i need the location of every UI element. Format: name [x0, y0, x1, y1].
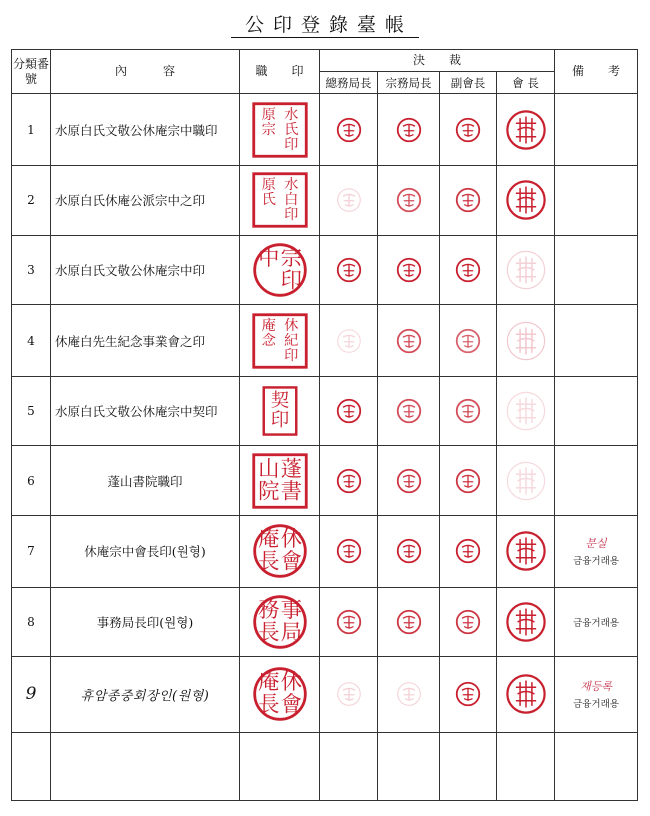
chair-approval-stamp [504, 459, 548, 503]
svg-text:印: 印 [283, 136, 298, 153]
official-seal-impression [254, 381, 306, 441]
approval-cell [320, 304, 378, 376]
official-seal-impression [250, 664, 310, 724]
table-row [12, 235, 638, 304]
header-seal: 職 印 [240, 50, 320, 94]
approval-stamp [394, 607, 424, 637]
header-approver-chair: 會 長 [497, 72, 555, 94]
seal-cell [240, 235, 320, 304]
approval-cell [320, 657, 378, 732]
seal-name: 휴암종중회장인(원형) [51, 657, 240, 732]
chair-approval-stamp [504, 248, 548, 292]
svg-text:印: 印 [283, 207, 298, 224]
approval-cell [440, 515, 497, 587]
svg-text:休: 休 [283, 317, 298, 334]
svg-text:原: 原 [261, 177, 276, 194]
empty-cell [240, 732, 320, 800]
svg-text:休: 休 [280, 670, 302, 696]
approval-cell [378, 446, 440, 515]
row-number: 5 [12, 377, 51, 446]
official-seal-impression [250, 100, 310, 160]
svg-text:院: 院 [257, 479, 279, 505]
approval-cell [497, 657, 555, 732]
svg-text:契: 契 [270, 391, 289, 413]
approval-stamp [394, 466, 424, 496]
approval-stamp [453, 679, 483, 709]
approval-stamp [453, 115, 483, 145]
remark-cell [555, 235, 638, 304]
svg-text:庵: 庵 [261, 317, 276, 334]
svg-text:事: 事 [280, 598, 302, 624]
approval-cell [378, 166, 440, 235]
svg-text:宗: 宗 [280, 245, 302, 271]
approval-stamp [394, 396, 424, 426]
svg-text:水: 水 [283, 106, 298, 123]
approval-cell [440, 446, 497, 515]
empty-cell [320, 732, 378, 800]
approval-cell [497, 304, 555, 376]
seal-name: 水原白氏休庵公派宗中之印 [51, 166, 240, 235]
svg-text:宗: 宗 [261, 121, 276, 138]
seal-registry-table [11, 49, 638, 801]
row-number: 2 [12, 166, 51, 235]
approval-cell [440, 94, 497, 166]
approval-stamp [334, 466, 364, 496]
seal-cell [240, 515, 320, 587]
svg-text:蓬: 蓬 [280, 456, 302, 482]
approval-stamp [453, 607, 483, 637]
seal-cell [240, 377, 320, 446]
approval-stamp [394, 536, 424, 566]
remark-text: 금융거래용 [573, 699, 619, 711]
svg-text:中: 中 [257, 245, 279, 271]
approval-stamp [334, 536, 364, 566]
approval-stamp [453, 185, 483, 215]
seal-cell [240, 94, 320, 166]
svg-text:原: 原 [261, 106, 276, 123]
table-row [12, 588, 638, 657]
chair-approval-stamp [504, 319, 548, 363]
svg-text:白: 白 [283, 192, 298, 209]
svg-text:書: 書 [280, 479, 302, 505]
approval-stamp [334, 255, 364, 285]
handwritten-remark: 재등록 [580, 680, 612, 694]
approval-cell [320, 515, 378, 587]
svg-text:務: 務 [257, 598, 279, 624]
remark-cell [555, 304, 638, 376]
approval-cell [378, 304, 440, 376]
chair-approval-stamp [504, 389, 548, 433]
approval-cell [320, 166, 378, 235]
seal-name: 休庵白先生紀念事業會之印 [51, 304, 240, 376]
approval-stamp [394, 326, 424, 356]
remark-cell [555, 94, 638, 166]
row-number: 9 [12, 657, 51, 732]
remark-text: 금융거래용 [573, 618, 619, 630]
header-content: 內 容 [51, 50, 240, 94]
official-seal-impression [250, 240, 310, 300]
approval-stamp [453, 326, 483, 356]
chair-approval-stamp [504, 178, 548, 222]
approval-cell [378, 588, 440, 657]
svg-text:會: 會 [280, 549, 302, 575]
empty-row [12, 732, 638, 800]
approval-stamp [334, 607, 364, 637]
official-seal-impression [250, 170, 310, 230]
approval-cell [497, 166, 555, 235]
seal-name: 事務局長印(원형) [51, 588, 240, 657]
approval-stamp [453, 536, 483, 566]
table-row [12, 657, 638, 732]
seal-name: 水原白氏文敬公休庵宗中職印 [51, 94, 240, 166]
header-category-no: 分類番號 [12, 50, 51, 94]
remark-cell [555, 446, 638, 515]
svg-text:念: 念 [261, 332, 276, 349]
approval-stamp [334, 185, 364, 215]
approval-stamp [394, 255, 424, 285]
table-row [12, 94, 638, 166]
chair-approval-stamp [504, 529, 548, 573]
handwritten-remark: 분실 [585, 537, 607, 551]
approval-cell [378, 94, 440, 166]
seal-name: 水原白氏文敬公休庵宗中印 [51, 235, 240, 304]
svg-text:水: 水 [283, 177, 298, 194]
approval-cell [497, 94, 555, 166]
chair-approval-stamp [504, 600, 548, 644]
empty-cell [497, 732, 555, 800]
svg-text:氏: 氏 [261, 192, 276, 209]
official-seal-impression [250, 451, 310, 511]
row-number: 6 [12, 446, 51, 515]
row-number: 4 [12, 304, 51, 376]
table-row [12, 446, 638, 515]
empty-cell [378, 732, 440, 800]
official-seal-impression [250, 592, 310, 652]
approval-stamp [453, 255, 483, 285]
row-number: 1 [12, 94, 51, 166]
approval-stamp [394, 679, 424, 709]
svg-text:山: 山 [257, 456, 279, 482]
approval-cell [440, 377, 497, 446]
page-title: 公印登錄臺帳 [0, 10, 650, 37]
approval-cell [497, 377, 555, 446]
table-row [12, 377, 638, 446]
row-number: 7 [12, 515, 51, 587]
row-number: 8 [12, 588, 51, 657]
table-row [12, 166, 638, 235]
approval-stamp [334, 396, 364, 426]
seal-cell [240, 657, 320, 732]
approval-cell [378, 515, 440, 587]
approval-cell [497, 235, 555, 304]
chair-approval-stamp [504, 672, 548, 716]
approval-stamp [334, 679, 364, 709]
svg-text:長: 長 [257, 549, 279, 575]
row-number: 3 [12, 235, 51, 304]
svg-text:會: 會 [280, 693, 302, 719]
svg-text:紀: 紀 [283, 332, 298, 349]
approval-cell [378, 235, 440, 304]
seal-cell [240, 588, 320, 657]
header-approver-general-affairs: 總務局長 [320, 72, 378, 94]
seal-cell [240, 304, 320, 376]
approval-stamp [394, 185, 424, 215]
approval-cell [440, 588, 497, 657]
approval-cell [378, 377, 440, 446]
approval-cell [320, 377, 378, 446]
seal-cell [240, 446, 320, 515]
remark-cell [555, 657, 638, 732]
approval-cell [378, 657, 440, 732]
svg-text:休: 休 [280, 527, 302, 553]
header-remarks: 備 考 [555, 50, 638, 94]
seal-cell [240, 166, 320, 235]
approval-stamp [453, 466, 483, 496]
official-seal-impression [250, 521, 310, 581]
svg-text:印: 印 [283, 347, 298, 364]
header-approval: 決 裁 [320, 50, 555, 72]
approval-cell [440, 235, 497, 304]
remark-cell [555, 515, 638, 587]
table-row [12, 515, 638, 587]
remark-cell [555, 377, 638, 446]
empty-cell [51, 732, 240, 800]
approval-cell [320, 588, 378, 657]
approval-cell [440, 304, 497, 376]
table-row [12, 304, 638, 376]
approval-cell [320, 446, 378, 515]
header-approver-vice-chair: 副會長 [440, 72, 497, 94]
remark-cell [555, 166, 638, 235]
svg-text:氏: 氏 [283, 121, 298, 138]
approval-stamp [334, 326, 364, 356]
official-seal-impression [250, 311, 310, 371]
header-approver-clan-affairs: 宗務局長 [378, 72, 440, 94]
empty-cell [555, 732, 638, 800]
svg-text:庵: 庵 [257, 527, 279, 553]
empty-cell [440, 732, 497, 800]
svg-text:印: 印 [270, 410, 289, 432]
approval-stamp [453, 396, 483, 426]
seal-name: 水原白氏文敬公休庵宗中契印 [51, 377, 240, 446]
remark-text: 금융거래용 [573, 556, 619, 568]
remark-cell [555, 588, 638, 657]
approval-cell [497, 588, 555, 657]
empty-cell [12, 732, 51, 800]
approval-stamp [334, 115, 364, 145]
svg-text:長: 長 [257, 620, 279, 646]
approval-cell [440, 657, 497, 732]
approval-cell [320, 235, 378, 304]
seal-name: 休庵宗中會長印(원형) [51, 515, 240, 587]
approval-cell [497, 446, 555, 515]
chair-approval-stamp [504, 108, 548, 152]
seal-name: 蓬山書院職印 [51, 446, 240, 515]
approval-cell [320, 94, 378, 166]
svg-text:局: 局 [280, 620, 302, 646]
svg-text:長: 長 [257, 693, 279, 719]
approval-stamp [394, 115, 424, 145]
approval-cell [497, 515, 555, 587]
svg-text:庵: 庵 [257, 670, 279, 696]
svg-text:印: 印 [280, 268, 302, 294]
approval-cell [440, 166, 497, 235]
